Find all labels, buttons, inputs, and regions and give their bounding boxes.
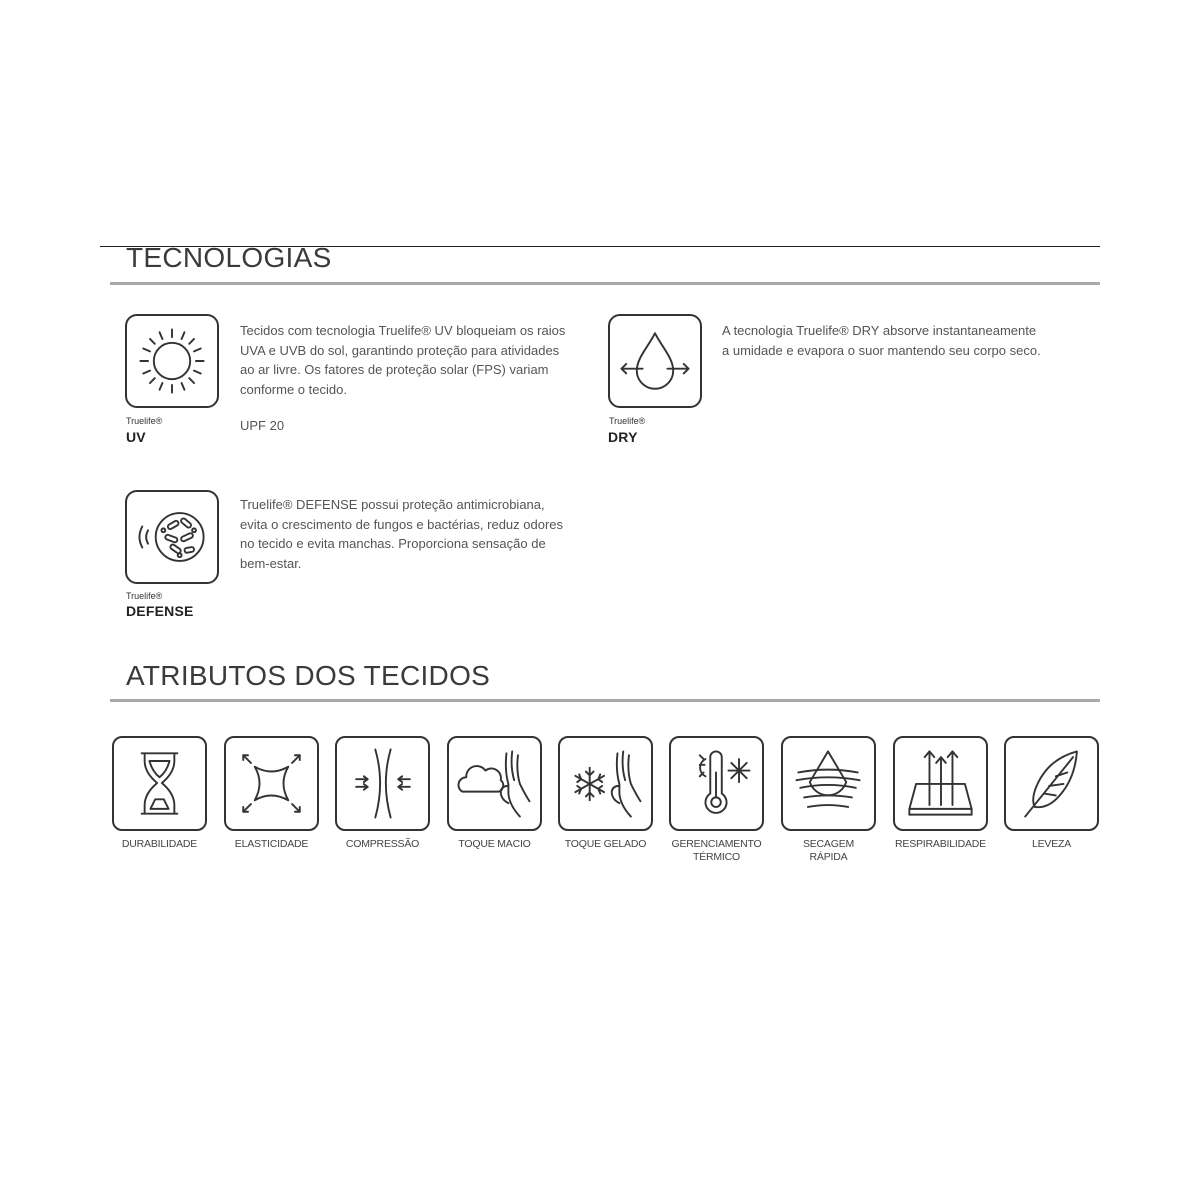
attribute-label: COMPRESSÃO [345,838,420,850]
section-title-tecnologias: TECNOLOGIAS [126,242,332,273]
attribute-label: LEVEZA [1031,838,1072,850]
attribute-label: SECAGEM RÁPIDA [802,838,855,863]
brand-label: Truelife® [609,416,646,426]
attribute-label: TOQUE MACIO [458,838,531,850]
compression-icon [335,736,430,831]
section-title-atributos: ATRIBUTOS DOS TECIDOS [126,660,491,691]
attribute-secagem-rapida [781,736,876,864]
sun-icon [125,314,219,408]
tech-description-uv: Tecidos com tecnologia Truelife® UV bloqueiam os raios UVA e UVB do sol, garantindo proteção para atividades ao ar livre. Os fatores de proteção solar (FPS) variam conforme o tecido. [240,323,566,397]
attribute-label: RESPIRABILIDADE [895,838,986,850]
breathable-arrows-icon [893,736,988,831]
attribute-compressao [335,736,430,851]
hourglass-icon [112,736,207,831]
thermometer-icon [669,736,764,831]
feather-icon [1004,736,1099,831]
tech-description-defense: Truelife® DEFENSE possui proteção antimicrobiana, evita o crescimento de fungos e bactérias, reduz odores no tecido e evita manchas. Proporciona sensação de bem-estar. [240,497,564,571]
attribute-leveza [1004,736,1099,851]
stretch-icon [224,736,319,831]
attribute-respirabilidade [893,736,988,851]
water-drop-icon [608,314,702,408]
section-divider-tecnologias [110,282,1100,285]
brand-label: Truelife® [126,416,163,426]
bacteria-icon [125,490,219,584]
tech-name-defense: DEFENSE [126,603,194,619]
brand-label: Truelife® [126,591,163,601]
attribute-durabilidade [112,736,207,851]
attribute-label: GERENCIAMENTO TÉRMICO [671,838,762,863]
attribute-toque-gelado [558,736,653,851]
section-divider-atributos [110,699,1100,702]
attribute-gerenciamento-termico [669,736,764,864]
attribute-label: DURABILIDADE [121,838,198,850]
attribute-elasticidade [224,736,319,851]
attribute-label: TOQUE GELADO [564,838,647,850]
drying-drop-icon [781,736,876,831]
tech-name-uv: UV [126,429,146,445]
upf-value: UPF 20 [240,418,285,433]
attribute-label: ELASTICIDADE [234,838,309,850]
tech-name-dry: DRY [608,429,638,445]
snowflake-hand-icon [558,736,653,831]
tech-description-dry: A tecnologia Truelife® DRY absorve instantaneamente a umidade e evapora o suor mantendo seu corpo seco. [722,323,1041,358]
cloud-hand-icon [447,736,542,831]
attribute-toque-macio [447,736,542,851]
